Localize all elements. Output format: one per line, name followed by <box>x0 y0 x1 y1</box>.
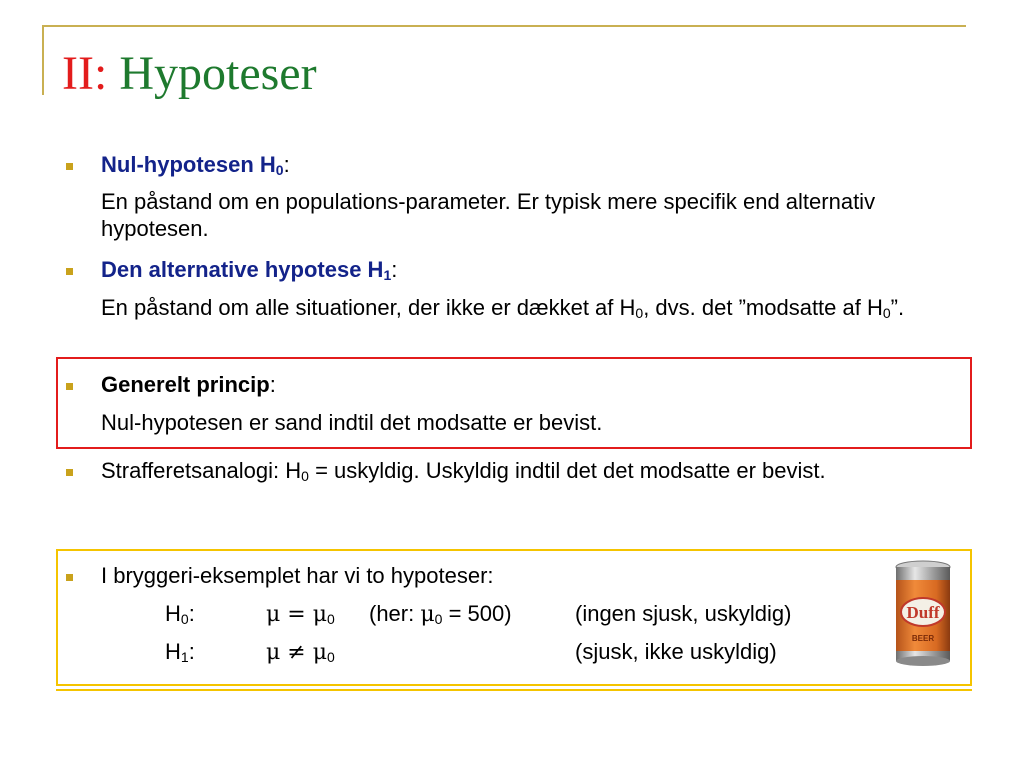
h0-formula: $\mu = \mu_0$ <box>266 602 335 627</box>
brewery-example-underline <box>56 689 972 691</box>
title-word: Hypoteser <box>119 47 317 100</box>
alt-hypothesis-heading: Den alternative hypotese $H_1$: <box>101 257 398 283</box>
bullet-icon <box>66 469 73 476</box>
frame-top-rule <box>42 25 966 27</box>
h1-formula: $\mu \ne \mu_0$ <box>266 640 335 665</box>
general-principle-body: Nul-hypotesen er sand indtil det modsatte er bevist. <box>101 410 603 435</box>
frame-left-rule <box>42 25 44 95</box>
legal-analogy-text: Strafferetsanalogi: $H_0$ = uskyldig. Uskyldig indtil det det modsatte er bevist. <box>101 458 826 484</box>
h0-label: $H_0$: <box>165 601 195 627</box>
h1-label: $H_1$: <box>165 639 195 665</box>
can-label: Duff <box>906 603 940 622</box>
duff-beer-can-image <box>893 560 953 668</box>
h1-description: (sjusk, ikke uskyldig) <box>575 639 777 664</box>
null-hypothesis-heading: Nul-hypotesen $H_0$: <box>101 152 290 178</box>
general-principle-heading: Generelt princip: <box>101 372 276 397</box>
h0-note: (her: $\mu_0 = 500$) <box>369 601 512 627</box>
h0-description: (ingen sjusk, uskyldig) <box>575 601 792 626</box>
title-number: II: <box>62 47 108 100</box>
slide-title <box>62 46 317 102</box>
bullet-icon <box>66 268 73 275</box>
alt-hypothesis-body: En påstand om alle situationer, der ikke er dækket af $H_0$, dvs. det ”modsatte af $H_0$”. <box>101 295 905 321</box>
brewery-intro-text: I bryggeri-eksemplet har vi to hypoteser: <box>101 563 494 588</box>
bullet-icon <box>66 163 73 170</box>
null-hypothesis-body: En påstand om en populations-parameter. Er typisk mere specifik end alternativ hypotesen. <box>101 189 876 241</box>
bullet-icon <box>66 574 73 581</box>
can-sublabel: BEER <box>911 634 935 643</box>
bullet-icon <box>66 383 73 390</box>
